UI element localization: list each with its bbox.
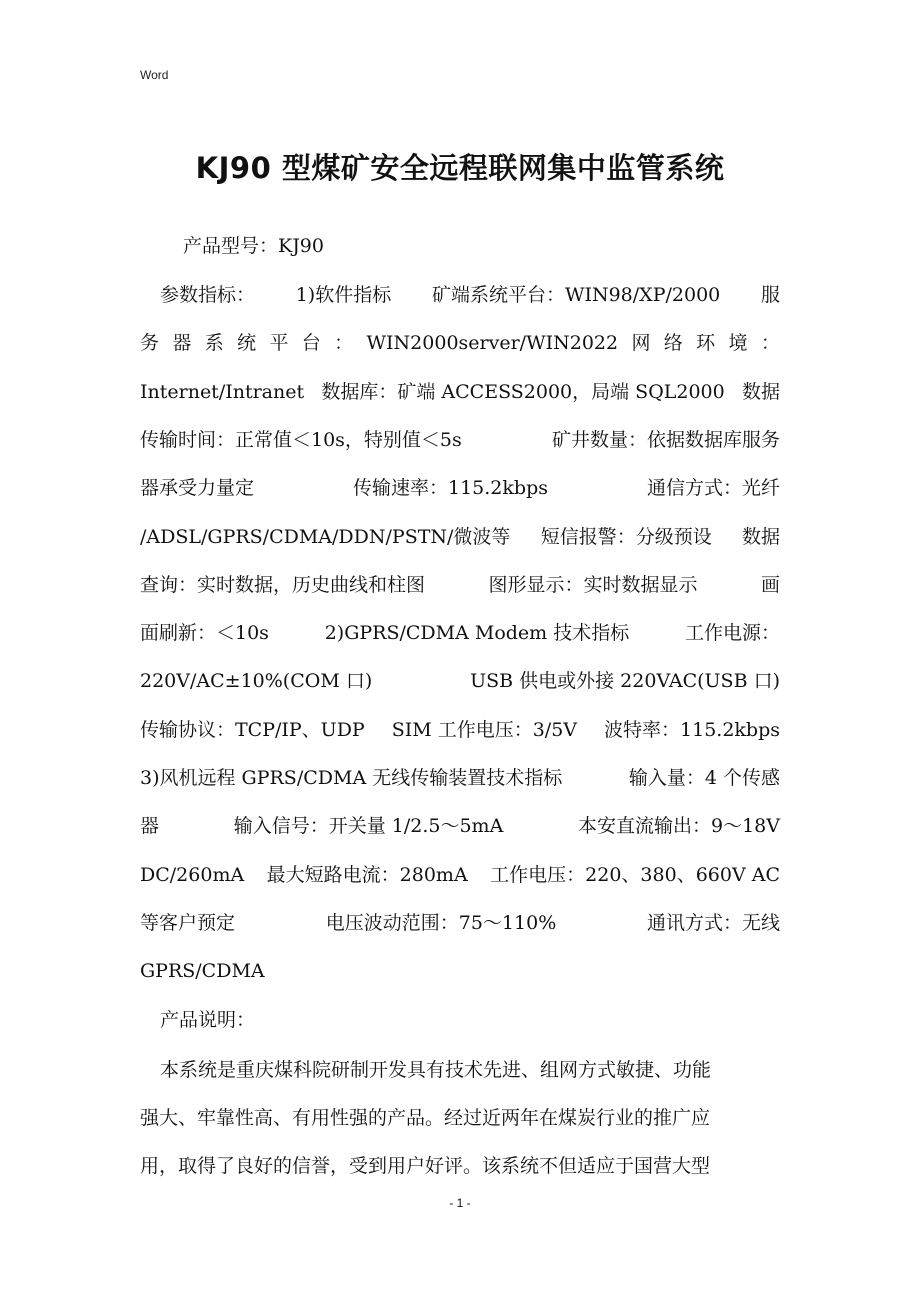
text-segment: 数据库：矿端 ACCESS2000，局端 SQL2000	[321, 380, 725, 403]
spec-line	[140, 911, 780, 935]
text-segment: DC/260mA	[140, 863, 245, 886]
text-segment: 系	[204, 332, 224, 355]
text-segment: GPRS/CDMA	[140, 960, 265, 983]
text-segment: 平	[269, 332, 289, 355]
text-segment: 画	[760, 573, 780, 596]
text-segment: 环	[696, 332, 716, 355]
text-segment: /ADSL/GPRS/CDMA/DDN/PSTN/微波等	[140, 525, 511, 548]
text-segment: 服	[760, 284, 780, 306]
text-segment: 矿井数量：依据数据库服务	[551, 428, 780, 451]
text-segment: 输入信号：开关量 1/2.5～5mA	[233, 815, 504, 838]
text-segment: 传输时间：正常值＜10s，特别值＜5s	[140, 428, 462, 451]
header-label: Word	[140, 68, 169, 82]
text-segment: 络	[663, 332, 683, 355]
text-segment: 通讯方式：无线	[646, 911, 780, 934]
text-segment: 器	[140, 815, 160, 838]
spec-line	[140, 621, 780, 645]
spec-line	[140, 959, 780, 983]
text-segment: 用，取得了良好的信誉，受到用户好评。该系统不但适应于国营大型	[140, 1155, 711, 1177]
spec-line	[140, 331, 780, 355]
text-segment: 参数指标：	[160, 284, 256, 306]
description-heading: 产品说明：	[160, 1009, 256, 1031]
text-segment: 2)GPRS/CDMA Modem 技术指标	[324, 622, 630, 645]
description-line	[160, 1058, 780, 1082]
text-segment: 传输速率：115.2kbps	[353, 477, 548, 500]
spec-line	[140, 863, 780, 887]
text-segment: 台	[301, 332, 321, 355]
text-segment: 220V/AC±10%(COM 口)	[140, 670, 373, 693]
description-line	[140, 1154, 780, 1178]
text-segment: 查询：实时数据，历史曲线和柱图	[140, 573, 426, 596]
text-segment: 矿端系统平台：WIN98/XP/2000	[431, 284, 721, 306]
page-number: - 1 -	[449, 1196, 471, 1210]
spec-line	[160, 283, 780, 307]
text-segment: 3)风机远程 GPRS/CDMA 无线传输装置技术指标	[140, 767, 563, 789]
text-segment: ：	[334, 332, 354, 355]
text-segment: 等客户预定	[140, 911, 236, 934]
spec-line	[140, 669, 780, 693]
document-title: KJ90 型煤矿安全远程联网集中监管系统	[195, 151, 725, 185]
text-segment: 器	[172, 332, 192, 355]
text-segment: 波特率：115.2kbps	[604, 718, 780, 741]
spec-line	[140, 718, 780, 742]
text-segment: 传输协议：TCP/IP、UDP	[140, 718, 365, 741]
spec-line	[140, 525, 780, 549]
text-segment: 本安直流输出：9～18V	[578, 815, 780, 838]
text-segment: 统	[237, 332, 257, 355]
spec-line	[140, 814, 780, 838]
text-segment: 图形显示：实时数据显示	[488, 573, 698, 596]
text-segment: 务	[140, 332, 160, 355]
text-segment: WIN2000server/WIN2022	[366, 332, 619, 355]
text-segment: 电压波动范围：75～110%	[325, 911, 557, 934]
spec-line	[140, 476, 780, 500]
text-segment: 器承受力量定	[140, 477, 255, 500]
text-segment: 最大短路电流：280mA	[266, 863, 468, 886]
spec-line	[140, 428, 780, 452]
text-segment: 数据	[741, 380, 780, 403]
text-segment: 本系统是重庆煤科院研制开发具有技术先进、组网方式敏捷、功能	[160, 1059, 712, 1081]
description-line	[140, 1106, 780, 1130]
text-segment: 输入量：4 个传感	[628, 767, 780, 789]
text-segment: 短信报警：分级预设	[540, 525, 712, 548]
text-segment: 1)软件指标	[295, 284, 392, 306]
text-segment: ：	[760, 332, 780, 355]
text-segment: 面刷新：＜10s	[140, 622, 269, 645]
text-segment: SIM 工作电压：3/5V	[391, 718, 578, 741]
spec-line	[140, 766, 780, 790]
spec-line	[140, 573, 780, 597]
spec-line	[140, 380, 780, 404]
text-segment: 通信方式：光纤	[646, 477, 780, 500]
text-segment: Internet/Intranet	[140, 380, 305, 403]
text-segment: 工作电压：220、380、660V AC	[490, 863, 780, 886]
text-segment: 境	[728, 332, 748, 355]
text-segment: USB 供电或外接 220VAC(USB 口)	[470, 670, 780, 693]
text-segment: 强大、牢靠性高、有用性强的产品。经过近两年在煤炭行业的推广应	[140, 1107, 711, 1129]
text-segment: 数据	[741, 525, 780, 548]
text-segment: 网	[631, 332, 651, 355]
model-line: 产品型号：KJ90	[183, 235, 324, 257]
text-segment: 工作电源：	[684, 622, 780, 645]
